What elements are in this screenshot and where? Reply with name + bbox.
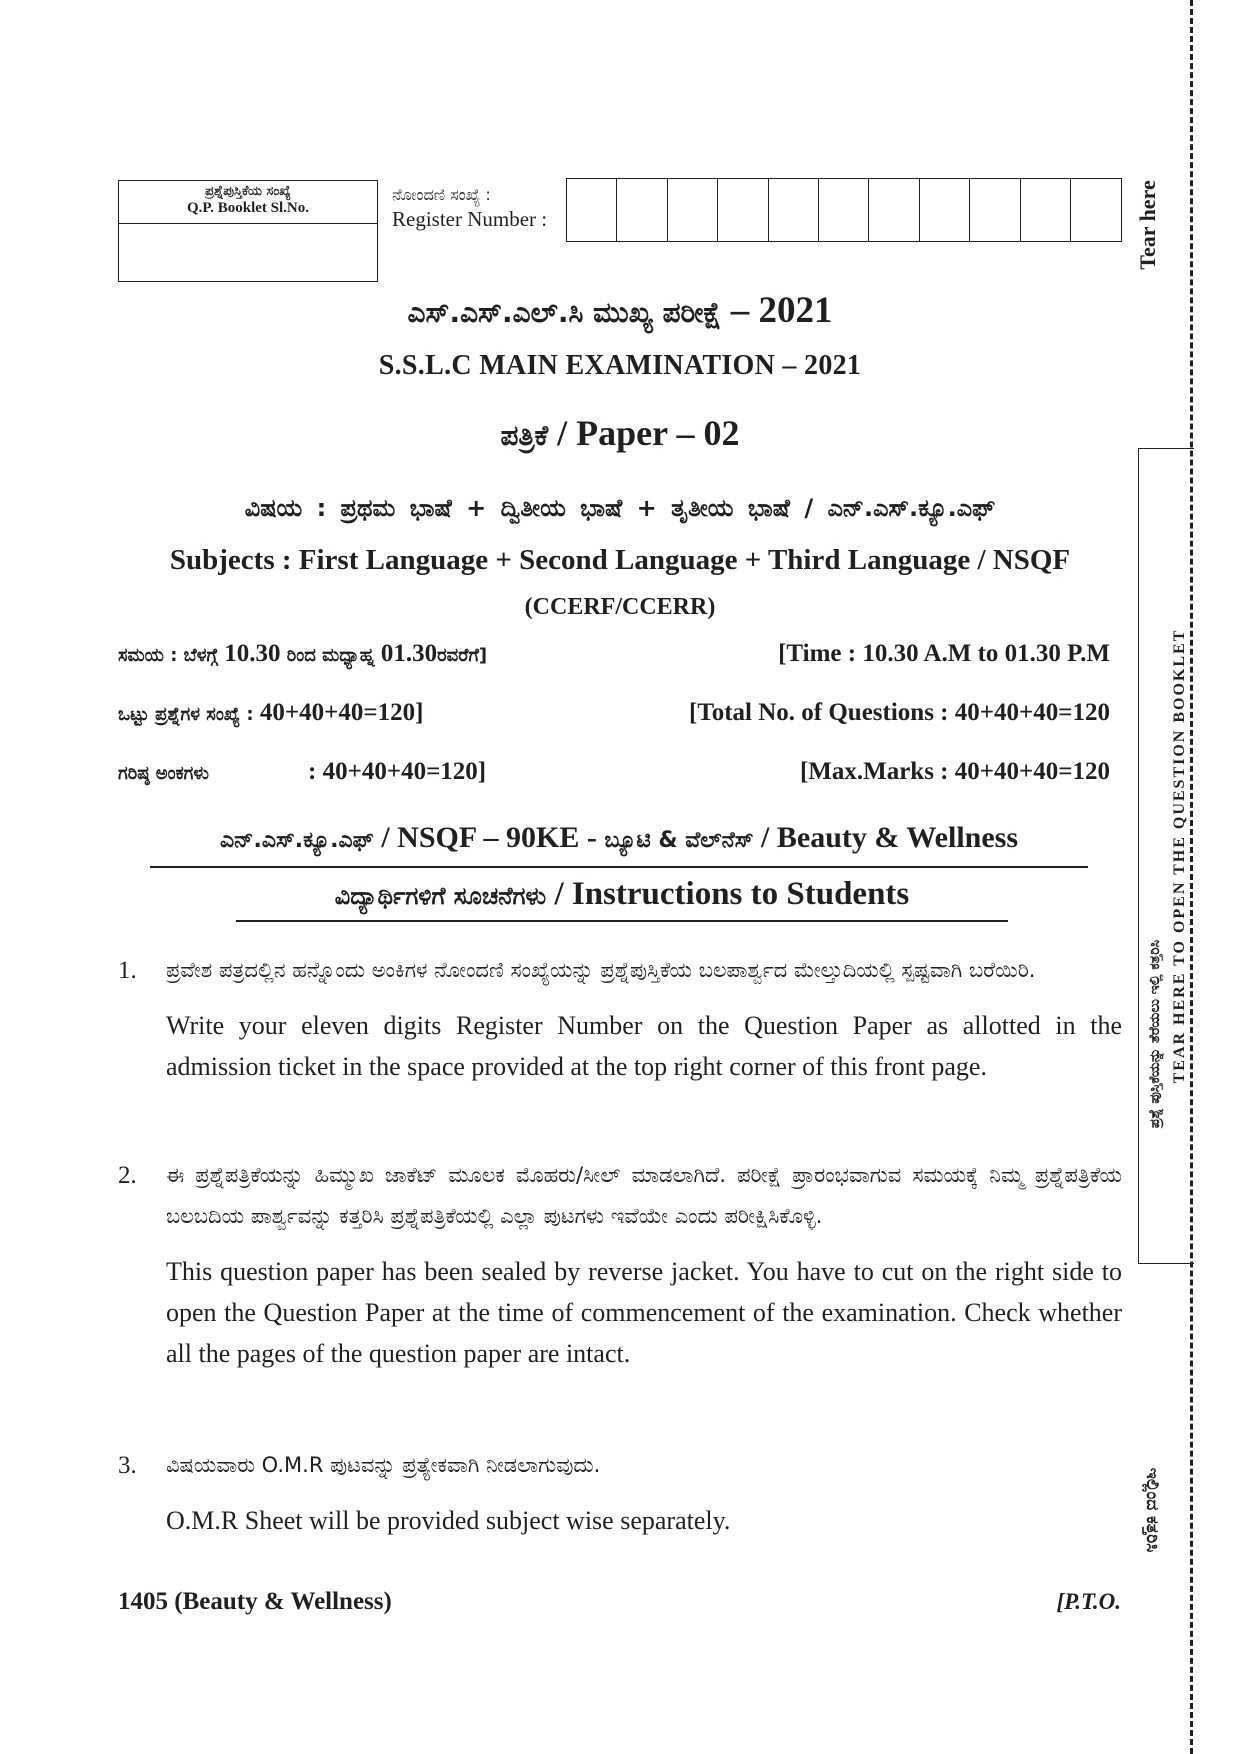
instruction-kannada: ವಿಷಯವಾರು O.M.R ಪುಟವನ್ನು ಪ್ರತ್ಯೇಕವಾಗಿ ನೀಡಲಾಗುವುದು. xyxy=(166,1453,601,1477)
footer-pto: [P.T.O. xyxy=(1056,1589,1121,1614)
time-kannada-start: 10.30 xyxy=(224,640,281,667)
cut-here-text: ಇಲ್ಲಿಂದ ಕತ್ತರಿಸಿ xyxy=(1142,1467,1162,1553)
register-number-label xyxy=(392,184,567,232)
paper-number xyxy=(118,410,1122,459)
course-kannada: ಬ್ಯೂಟಿ & ವೆಲ್‌ನೆಸ್ xyxy=(604,828,754,853)
nsqf-kannada: ಎನ್.ಎಸ್.ಕ್ಯೂ.ಎಫ್ xyxy=(219,828,374,853)
paper-label-english: / Paper – 02 xyxy=(548,413,740,453)
marks-kannada-value: : 40+40+40=120] xyxy=(308,758,487,785)
tear-instruction-box xyxy=(1138,448,1194,1264)
register-number-label-kannada: ನೋಂದಣಿ ಸಂಖ್ಯೆ : xyxy=(392,185,491,204)
instruction-item-1 xyxy=(118,950,1122,1087)
register-digit-cell[interactable] xyxy=(920,179,970,241)
paper-label-kannada: ಪತ್ರಿಕೆ xyxy=(500,419,549,452)
instruction-number: 3. xyxy=(118,1452,137,1479)
subjects-kannada: ವಿಷಯ : ಪ್ರಥಮ ಭಾಷೆ + ದ್ವಿತೀಯ ಭಾಷೆ + ತೃತೀಯ ಭಾಷೆ / ಎನ್.ಎಸ್.ಕ್ಯೂ.ಎಫ್ xyxy=(244,494,996,522)
instruction-english: This question paper has been sealed by reverse jacket. You have to cut on the right side to open the Question Paper at the time of commencement of the examination. Check whether all the pages of the question paper are intact. xyxy=(166,1257,1122,1368)
exam-title-english: S.S.L.C MAIN EXAMINATION – 2021 xyxy=(378,350,862,381)
instructions-heading-kannada: ವಿದ್ಯಾರ್ಥಿಗಳಿಗೆ ಸೂಚನೆಗಳು xyxy=(334,882,547,910)
nsqf-course-line xyxy=(150,818,1088,861)
subjects-english: Subjects : First Language + Second Language + Third Language / NSQF xyxy=(169,544,1071,576)
instructions-heading xyxy=(236,872,1008,918)
register-digit-cell[interactable] xyxy=(567,179,617,241)
register-digit-cell[interactable] xyxy=(617,179,667,241)
marks-kannada-label xyxy=(118,754,209,792)
time-kannada-mid: ರಿಂದ ಮಧ್ಯಾಹ್ನ xyxy=(280,645,381,666)
qp-booklet-label xyxy=(119,181,377,224)
instruction-number: 1. xyxy=(118,957,137,984)
instruction-english: Write your eleven digits Register Number on the Question Paper as allotted in the admission ticket in the space provided at the top right corner of this front page. xyxy=(166,1011,1122,1081)
time-kannada-label: ಸಮಯ : ಬೆಳಗ್ಗೆ xyxy=(118,645,225,666)
register-digit-cell[interactable] xyxy=(718,179,768,241)
register-digit-cell[interactable] xyxy=(819,179,869,241)
footer-paper-code: 1405 (Beauty & Wellness) xyxy=(118,1588,392,1615)
register-digit-cell[interactable] xyxy=(1071,179,1121,241)
qp-booklet-label-english: Q.P. Booklet Sl.No. xyxy=(187,200,309,216)
instruction-number: 2. xyxy=(118,1162,137,1189)
exam-title-kannada-text: ಎಸ್.ಎಸ್.ಎಲ್.ಸಿ ಮುಖ್ಯ ಪರೀಕ್ಷೆ xyxy=(407,296,722,329)
time-kannada-suffix: ರವರೆಗೆ] xyxy=(437,645,488,666)
instructions-heading-english: / Instructions to Students xyxy=(546,876,910,912)
register-digit-cell[interactable] xyxy=(668,179,718,241)
marks-kannada-text: ಗರಿಷ್ಠ ಅಂಕಗಳು xyxy=(118,763,209,784)
instructions-heading-underline xyxy=(236,920,1008,922)
qp-booklet-label-kannada: ಪ್ರಶ್ನೆಪುಸ್ತಿಕೆಯ ಸಂಖ್ಯೆ xyxy=(205,184,291,199)
exam-title-kannada xyxy=(118,288,1122,336)
instruction-kannada: ಪ್ರವೇಶ ಪತ್ರದಲ್ಲಿನ ಹನ್ನೊಂದು ಅಂಕಿಗಳ ನೋಂದಣಿ ಸಂಖ್ಯೆಯನ್ನು ಪ್ರಶ್ನೆಪುಸ್ತಿಕೆಯ ಬಲಪಾರ್ಶ್ವದ ಮೇಲ್ತುದಿಯಲ್ಲಿ ಸ್ಪಷ್ಟವಾಗಿ ಬರೆಯಿರಿ. xyxy=(166,958,1036,982)
register-digit-cell[interactable] xyxy=(970,179,1020,241)
nsqf-underline xyxy=(150,866,1088,868)
course-english: / Beauty & Wellness xyxy=(753,821,1019,854)
questions-kannada-label: ಒಟ್ಟು ಪ್ರಶ್ನೆಗಳ ಸಂಖ್ಯೆ : xyxy=(118,704,254,725)
register-number-boxes[interactable] xyxy=(566,178,1122,242)
register-number-label-english: Register Number : xyxy=(392,207,548,231)
register-digit-cell[interactable] xyxy=(869,179,919,241)
register-digit-cell[interactable] xyxy=(769,179,819,241)
questions-english: [Total No. of Questions : 40+40+40=120 xyxy=(689,699,1110,726)
ccerf-code: (CCERF/CCERR) xyxy=(524,594,716,620)
exam-title-kannada-year: – 2021 xyxy=(721,290,833,331)
qp-booklet-box xyxy=(118,180,378,282)
tear-instruction-kannada: ಪ್ರಶ್ನೆ ಪುಸ್ತಿಕೆಯನ್ನು ತೆರೆಯಲು ಇಲ್ಲಿ ಕತ್ತರಿಸಿ xyxy=(1146,939,1163,1129)
register-digit-cell[interactable] xyxy=(1021,179,1071,241)
nsqf-code: / NSQF – 90KE - xyxy=(373,821,605,854)
questions-kannada-value: 40+40+40=120] xyxy=(253,699,424,726)
tear-instruction-english: TEAR HERE TO OPEN THE QUESTION BOOKLET xyxy=(1170,628,1188,1084)
instruction-item-3 xyxy=(118,1445,1122,1541)
instruction-item-2 xyxy=(118,1155,1122,1374)
instruction-kannada: ಈ ಪ್ರಶ್ನೆಪತ್ರಿಕೆಯನ್ನು ಹಿಮ್ಮುಖ ಜಾಕೆಟ್ ಮೂಲಕ ಮೊಹರು/ಸೀಲ್ ಮಾಡಲಾಗಿದೆ. ಪರೀಕ್ಷೆ ಪ್ರಾರಂಭವಾಗುವ ಸಮಯಕ್ಕೆ ನಿಮ್ಮ ಪ್ರಶ್ನೆಪತ್ರಿಕೆಯ ಬಲಬದಿಯ ಪಾರ್ಶ್ವವನ್ನು ಕತ್ತರಿಸಿ ಪ್ರಶ್ನೆಪತ್ರಿಕೆಯಲ್ಲಿ ಎಲ್ಲಾ ಪುಟಗಳು ಇವೆಯೇ ಎಂದು ಪರೀಕ್ಷಿಸಿಕೊಳ್ಳಿ. xyxy=(166,1163,1122,1228)
time-kannada-end-time: 01.30 xyxy=(380,640,438,667)
tear-here-text: Tear here xyxy=(1135,180,1160,270)
instruction-english: O.M.R Sheet will be provided subject wise separately. xyxy=(166,1506,731,1535)
time-kannada xyxy=(118,636,487,674)
marks-english: [Max.Marks : 40+40+40=120 xyxy=(799,758,1110,785)
time-english: [Time : 10.30 A.M to 01.30 P.M xyxy=(778,640,1110,667)
questions-kannada xyxy=(118,695,423,733)
